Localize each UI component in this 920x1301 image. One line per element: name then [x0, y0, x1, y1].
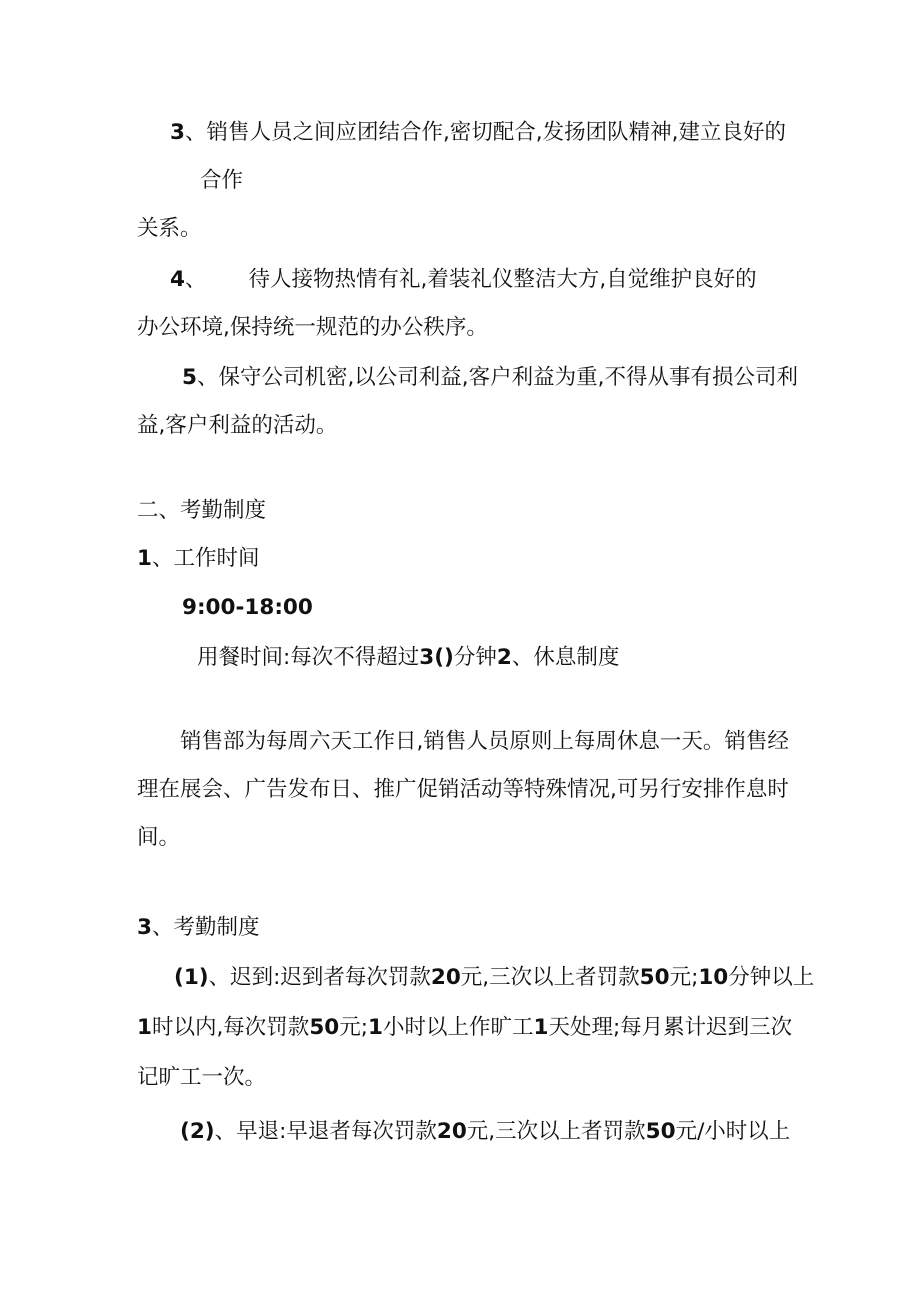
rest-text-1: 销售部为每周六天工作日,销售人员原则上每周休息一天。销售经 [180, 729, 789, 754]
sub-3-heading [137, 913, 259, 943]
item-3-text-2: 合作 [200, 168, 244, 193]
rest-line-1 [180, 727, 789, 757]
sub-2-title: 、休息制度 [511, 645, 620, 670]
item-4-line-2 [137, 313, 488, 343]
late-v6: 1 [367, 1015, 383, 1040]
late-v5: 50 [309, 1015, 340, 1040]
late-number: (1) [174, 965, 209, 990]
item-3-text-1: 、销售人员之间应团结合作,密切配合,发扬团队精神,建立良好的 [184, 120, 786, 145]
item-3-line-1 [170, 118, 786, 148]
sub-3-number: 3 [137, 915, 152, 940]
sub-1-title: 、工作时间 [151, 546, 260, 571]
early-line-1 [180, 1117, 790, 1147]
early-t2: 元,三次以上者罚款 [466, 1119, 646, 1144]
item-3-number: 3 [170, 120, 185, 145]
item-4-number: 4 [170, 267, 185, 292]
section-2-heading [137, 496, 266, 526]
sub-2-number: 2 [496, 645, 512, 670]
late-line-3 [137, 1063, 266, 1093]
item-5-line-2 [137, 411, 337, 441]
late-t1: 、迟到:迟到者每次罚款 [208, 965, 431, 990]
item-4-text-2: 办公环境,保持统一规范的办公秩序。 [137, 315, 488, 340]
late-t2: 元,三次以上者罚款 [460, 965, 640, 990]
sub-1-heading [137, 544, 259, 574]
late-v3: 10 [698, 965, 729, 990]
late-t8: 天处理;每月累计迟到三次 [548, 1015, 793, 1040]
item-3-text-3: 关系。 [137, 216, 202, 241]
work-hours-text: 9:00-18:00 [182, 595, 313, 620]
late-t4: 分钟以上 [728, 965, 815, 990]
item-3-line-3 [137, 214, 202, 244]
late-line-1 [174, 963, 814, 993]
item-5-number: 5 [182, 365, 197, 390]
late-v7: 1 [533, 1015, 549, 1040]
late-t7: 小时以上作旷工 [382, 1015, 534, 1040]
late-t5: 时以内,每次罚款 [151, 1015, 310, 1040]
rest-line-2 [137, 775, 789, 805]
sub-3-title: 、考勤制度 [151, 915, 260, 940]
section-2-heading-text: 二、考勤制度 [137, 498, 267, 523]
rest-text-3: 间。 [137, 825, 181, 850]
early-number: (2) [180, 1119, 215, 1144]
item-5-text-2: 益,客户利益的活动。 [137, 413, 338, 438]
early-v2: 50 [645, 1119, 676, 1144]
early-t1: 、早退:早退者每次罚款 [214, 1119, 437, 1144]
rest-line-3 [137, 823, 180, 853]
sub-1-number: 1 [137, 546, 152, 571]
item-5-line-1 [182, 363, 798, 393]
meal-prefix: 用餐时间:每次不得超过 [197, 645, 420, 670]
work-hours [182, 593, 313, 623]
meal-value: 3() [419, 645, 454, 670]
item-4-text-1: 待人接物热情有礼,着装礼仪整洁大方,自觉维护良好的 [248, 267, 757, 292]
item-4-sep: 、 [184, 267, 207, 292]
late-v4: 1 [137, 1015, 152, 1040]
late-v1: 20 [430, 965, 461, 990]
early-v1: 20 [436, 1119, 467, 1144]
late-v2: 50 [639, 965, 670, 990]
late-t9: 记旷工一次。 [137, 1065, 267, 1090]
meal-time-line [197, 643, 619, 673]
early-t3: 元/小时以上 [675, 1119, 791, 1144]
item-3-line-2 [200, 166, 243, 196]
late-line-2 [137, 1013, 792, 1043]
item-5-text-1: 、保守公司机密,以公司利益,客户利益为重,不得从事有损公司利 [196, 365, 798, 390]
late-t3: 元; [669, 965, 699, 990]
rest-text-2: 理在展会、广告发布日、推广促销活动等特殊情况,可另行安排作息时 [137, 777, 789, 802]
late-t6: 元; [339, 1015, 368, 1040]
item-4-line-1 [170, 265, 757, 295]
meal-unit: 分钟 [453, 645, 497, 670]
